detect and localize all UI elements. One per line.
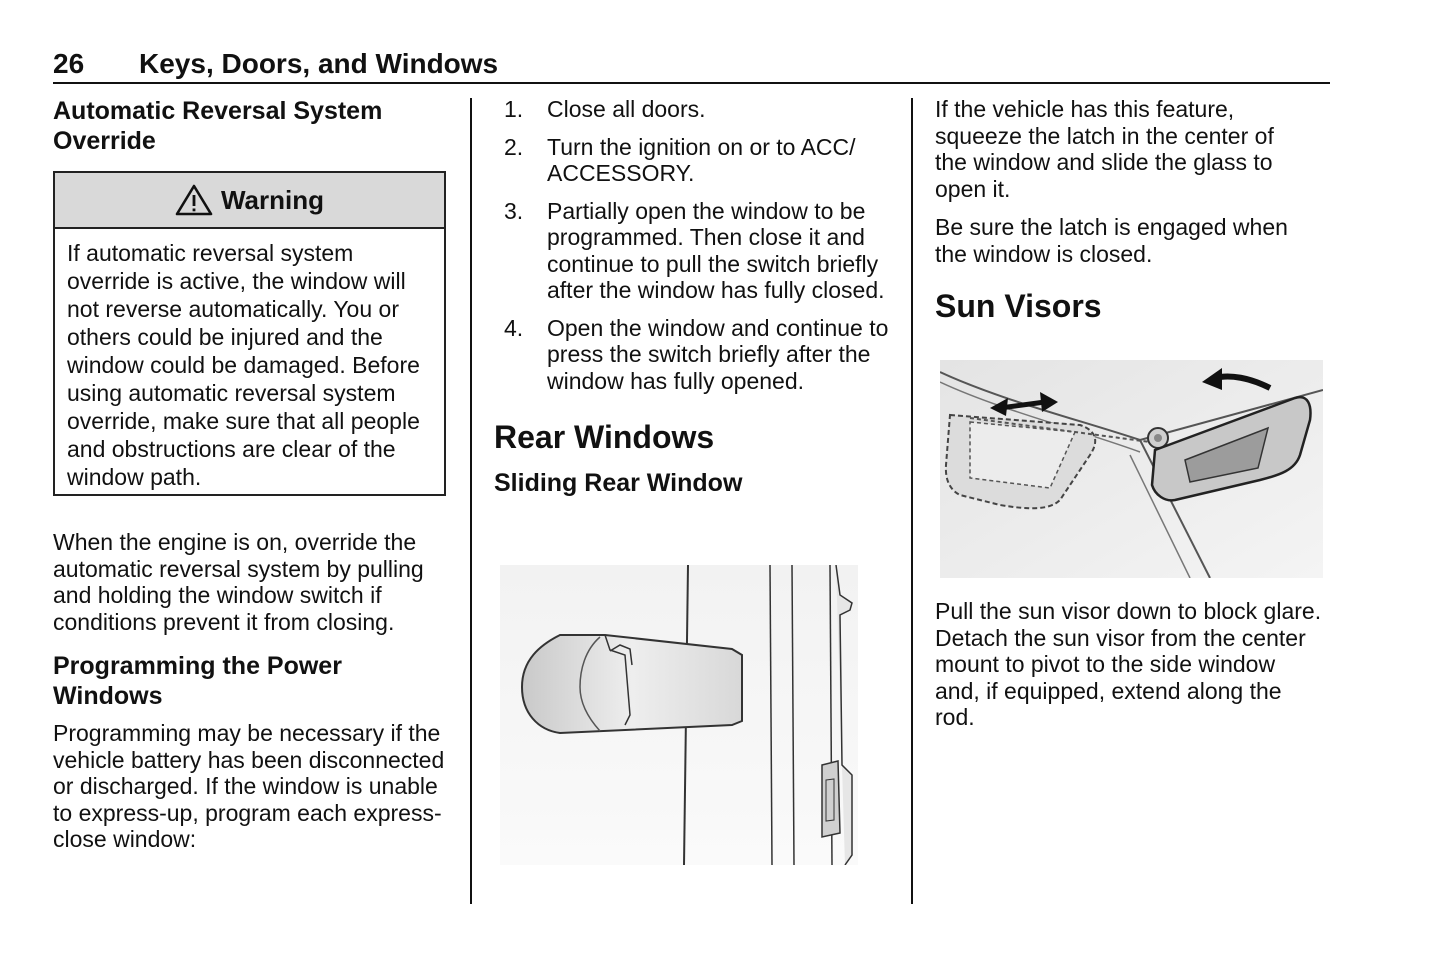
list-item: 4. Open the window and continue to press the switch briefly after the window has fully opened. [504,314,889,394]
list-item: 1. Close all doors. [504,96,706,122]
list-item: 2. Turn the ignition on or to ACC/ ACCESSORY. [504,133,856,186]
column-left-lower [53,529,453,853]
latch-paragraph: If the vehicle has this feature, squeeze the latch in the center of the window and slide the glass to open it. [935,96,1274,202]
column-middle [494,96,894,498]
column-divider [470,98,472,904]
sliding-window-illustration [500,565,858,865]
warning-box [53,171,446,496]
page-header [53,46,1330,84]
heading-rear-windows: Rear Windows [494,419,715,455]
warning-title: Warning [220,184,325,215]
programming-steps [494,96,894,394]
warning-header [55,173,444,229]
column-divider [911,98,913,904]
warning-triangle-icon [175,184,213,216]
sun-visor-paragraph: Pull the sun visor down to block glare. Detach the sun visor from the center mount to pivot to the side window and, if equipped, extend along the rod. [935,598,1322,730]
column-right-lower [935,598,1330,731]
heading-sun-visors: Sun Visors [935,288,1102,324]
page-number: 26 [53,48,85,79]
column-right [935,96,1330,325]
heading-sliding-rear-window: Sliding Rear Window [494,469,743,497]
latch-engaged-paragraph: Be sure the latch is engaged when the window is closed. [935,214,1288,267]
override-paragraph: When the engine is on, override the automatic reversal system by pulling and holding the window switch if conditions prevent it from closing. [53,529,424,635]
programming-paragraph: Programming may be necessary if the vehicle battery has been disconnected or discharged. If the window is unable to express-up, program each express-close window: [53,720,445,852]
heading-programming: Programming the Power Windows [53,652,342,710]
section-title: Keys, Doors, and Windows [139,48,499,79]
heading-reversal-override: Automatic Reversal System Override [53,97,383,155]
list-item: 3. Partially open the window to be programmed. Then close it and continue to pull the switch briefly after the window has fully closed. [504,197,885,303]
column-left [53,96,453,156]
warning-text: If automatic reversal system override is active, the window will not reverse automatically. You or others could be injured and the window could be damaged. Before using automatic reversal system override, make sure that all people and obstructions are clear of the window path. [67,240,420,490]
sun-visor-illustration [940,360,1323,578]
